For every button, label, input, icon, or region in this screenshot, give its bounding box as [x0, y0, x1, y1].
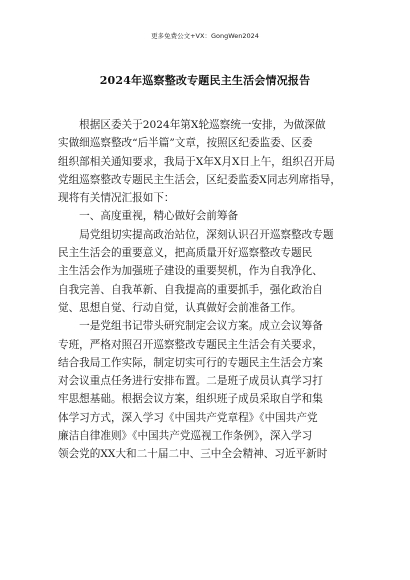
- body-line: 根据区委关于2024年第X轮巡察统一安排，为做深做: [58, 119, 326, 131]
- section-heading: 一、高度重视，精心做好会前筹备: [58, 210, 239, 223]
- document-title: 2024年巡察整改专题民主生活会情况报告: [99, 74, 311, 87]
- body-line: 牢思想基础。根据会议方案，组织班子成员采取自学和集: [58, 393, 323, 406]
- body-line: 觉、思想自觉、行动自觉，认真做好会前准备工作。: [58, 301, 302, 314]
- body-line: 廉洁自律准则》《中国共产党巡视工作条例》，深入学习: [58, 430, 313, 443]
- body-line: 现将有关情况汇报如下：: [58, 192, 175, 205]
- body-line: 自我完善、自我革新、自我提高的重要抓手，强化政治自: [58, 283, 323, 296]
- body-line: 专班，严格对照召开巡察整改专题民主生活会有关要求，: [58, 338, 323, 351]
- body-line: 民主生活会的重要意义，把高质量开好巡察整改专题民: [58, 247, 313, 260]
- body-line: 实做细巡察整改“后半篇”文章，按照区纪委监委、区委: [58, 137, 313, 150]
- document-body: [58, 116, 356, 464]
- body-line: 组织部相关通知要求，我局于X年X月X日上午，组织召开局: [58, 155, 335, 168]
- body-line: 领会党的XX大和二十届二中、三中全会精神、习近平新时: [58, 448, 328, 461]
- body-line: 主生活会作为加强班子建设的重要契机，作为自我净化、: [58, 265, 323, 278]
- body-line: 体学习方式，深入学习《中国共产党章程》《中国共产党: [58, 411, 318, 424]
- body-line: 对会议重点任务进行安排布置。二是班子成员认真学习打: [58, 375, 323, 388]
- body-line: 结合我局工作实际，制定切实可行的专题民主生活会方案: [58, 356, 323, 369]
- body-line: 一是党组书记带头研究制定会议方案。成立会议筹备: [58, 320, 323, 333]
- header-note: 更多免费公文+VX：GongWen2024: [151, 32, 259, 40]
- body-line: 局党组切实提高政治站位，深刻认识召开巡察整改专题: [58, 228, 334, 241]
- body-line: 党组巡察整改专题民主生活会，区纪委监委X同志列席指导，: [58, 173, 341, 186]
